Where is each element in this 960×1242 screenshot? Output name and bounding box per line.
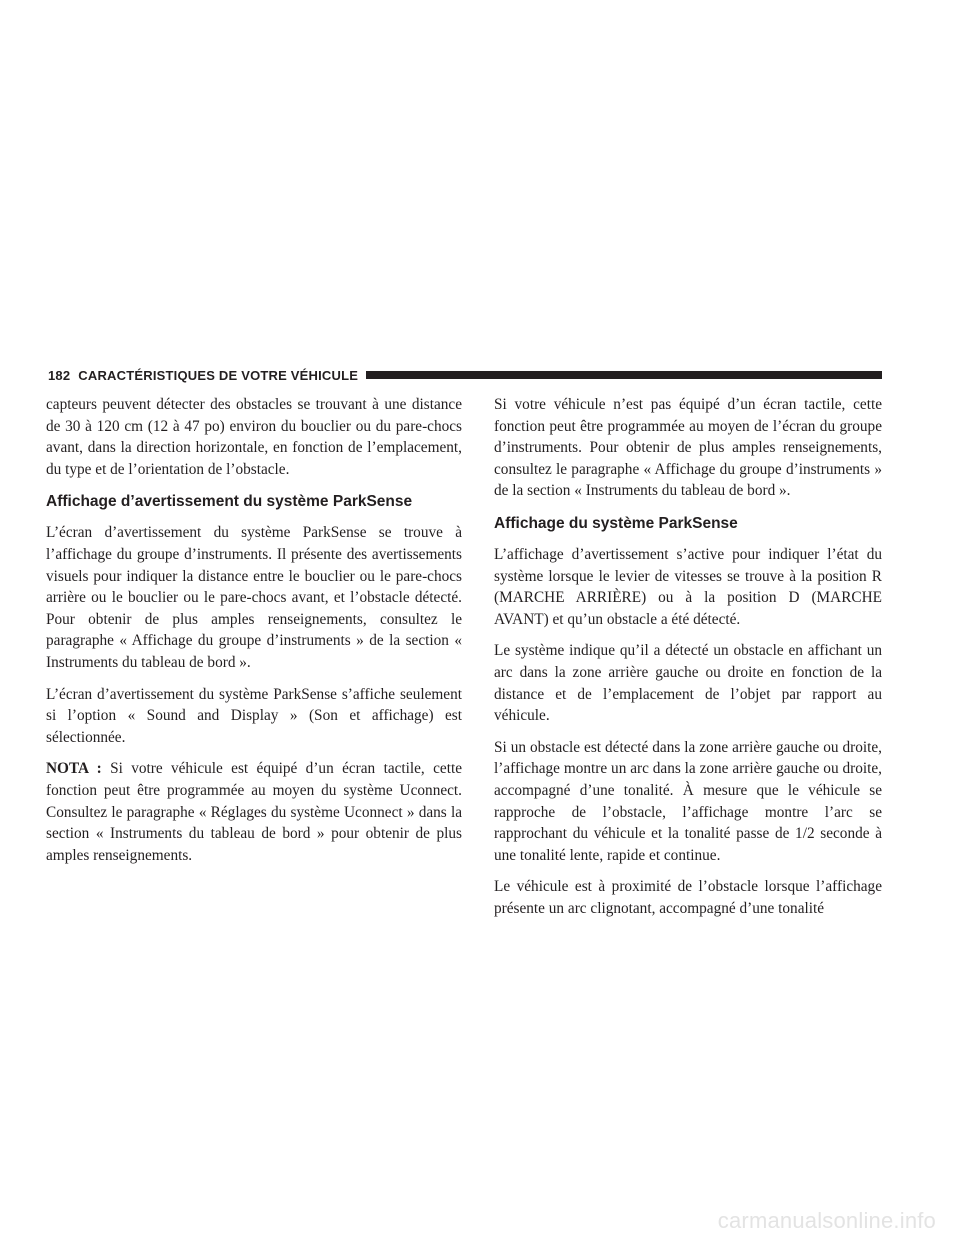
paragraph: capteurs peuvent détecter des obstacles se trouvant à une distance de 30 à 120 cm (12 à 47 po) environ du bouclier ou du pare-chocs avant, dans la direction horizontale, en fonction de l’emplacement, du type et de l’orientation de l’obstacle.	[46, 396, 462, 478]
header-rule	[366, 371, 882, 379]
page-header	[48, 364, 882, 386]
paragraph: Le système indique qu’il a détecté un obstacle en affichant un arc dans la zone arrière gauche ou droite en fonction de la distance et de l’emplacement de l’objet par rapport au véhicule.	[494, 642, 882, 725]
section-heading: Affichage du système ParkSense	[494, 514, 738, 532]
paragraph: Si votre véhicule n’est pas équipé d’un écran tactile, cette fonction peut être programmée au moyen de l’écran du groupe d’instruments. Pour obtenir de plus amples renseignements, consultez le paragraphe « Affichage du groupe d’instruments » de la section « Instruments du tableau de bord ».	[494, 396, 882, 500]
paragraph: L’affichage d’avertissement s’active pour indiquer l’état du système lorsque le levier de vitesses se trouve à la position R (MARCHE ARRIÈRE) ou à la position D (MARCHE AVANT) et qu’un obstacle a été détecté.	[494, 545, 882, 628]
section-heading: Affichage d’avertissement du système ParkSense	[46, 493, 413, 511]
paragraph: L’écran d’avertissement du système ParkSense s’affiche seulement si l’option « Sound and Display » (Son et affichage) est sélectionnée.	[46, 685, 462, 746]
left-column	[46, 394, 462, 876]
paragraph: Si un obstacle est détecté dans la zone arrière gauche ou droite, l’affichage montre un arc dans la zone arrière gauche ou droite, accompagné d’une tonalité. À mesure que le véhicule se rapproche de l’obstacle, l’affichage montre l’arc se rapprochant du véhicule et la tonalité passe de 1/2 seconde à une tonalité lente, rapide et continue.	[494, 738, 882, 864]
note-paragraph	[46, 758, 462, 866]
watermark: carmanualsonline.info	[717, 1208, 936, 1233]
paragraph: L’écran d’avertissement du système ParkSense se trouve à l’affichage du groupe d’instruments. Il présente des avertissements visuels pour indiquer la distance entre le bouclier ou le pare-chocs arrière ou le bouclier ou le pare-chocs avant, et l’obstacle détecté. Pour obtenir de plus amples renseignements, consultez le paragraphe « Affichage du groupe d’instruments » de la section « Instruments du tableau de bord ».	[46, 524, 462, 671]
section-title: CARACTÉRISTIQUES DE VOTRE VÉHICULE	[78, 367, 359, 383]
right-column	[494, 394, 882, 929]
paragraph: Le véhicule est à proximité de l’obstacle lorsque l’affichage présente un arc clignotant, accompagné d’une tonalité	[494, 878, 882, 917]
note-text: Si votre véhicule est équipé d’un écran tactile, cette fonction peut être programmée au moyen du système Uconnect. Consultez le paragraphe « Réglages du système Uconnect » dans la section « Instruments du tableau de bord » pour obtenir de plus amples renseignements.	[46, 760, 462, 864]
page-number: 182	[48, 367, 71, 383]
note-label: NOTA :	[46, 760, 102, 778]
